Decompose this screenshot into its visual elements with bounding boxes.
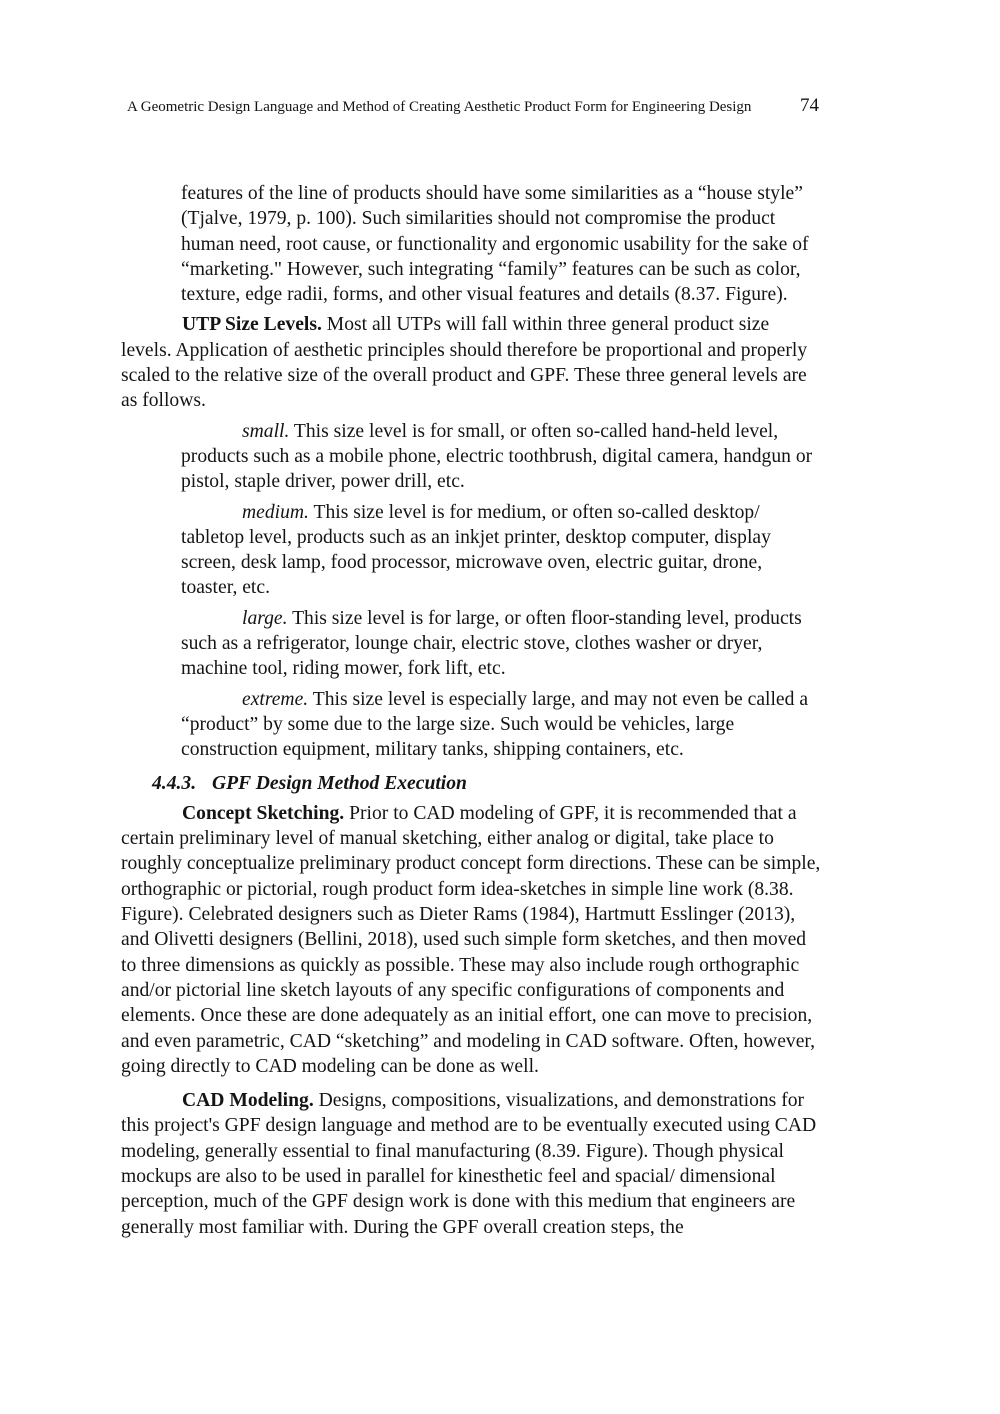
page-number: 74 bbox=[800, 95, 819, 116]
size-level-text: This size level is for medium, or often so-called desktop/ tabletop level, products such as an inkjet printer, desktop computer, display screen, desk lamp, food processor, microwave oven, electric guitar, drone, toaster, etc. bbox=[181, 501, 771, 599]
size-level-text: This size level is especially large, and may not even be called a “product” by some due to the large size. Such would be vehicles, large construction equipment, military tanks, shipping containers, etc. bbox=[181, 688, 809, 761]
body-text bbox=[121, 181, 823, 1240]
paragraph-concept-sketching bbox=[121, 801, 823, 1079]
paragraph-cad-modeling bbox=[121, 1088, 823, 1240]
paragraph-utp-size-levels bbox=[121, 312, 823, 413]
paragraph-text: Designs, compositions, visualizations, and demonstrations for this project's GPF design language and method are to be eventually executed using CAD modeling, generally essential to final manufacturing (8.39. Figure). Though physical mockups are also to be used in parallel for kinesthetic feel and spacial/ dimensional perception, much of the GPF design work is done with this medium that engineers are generally most familiar with. During the GPF overall creation steps, the bbox=[121, 1090, 817, 1238]
size-level-item bbox=[181, 500, 823, 601]
paragraph-text: Prior to CAD modeling of GPF, it is recommended that a certain preliminary level of manual sketching, either analog or digital, take place to roughly conceptualize preliminary product concept form directions. These can be simple, orthographic or pictorial, rough product form idea-sketches in simple line work (8.38. Figure). Celebrated designers such as Dieter Rams (1984), Hartmutt Esslinger (2013), and Olivetti designers (Bellini, 2018), used such simple form sketches, and then moved to three dimensions as quickly as possible. These may also include rough orthographic and/or pictorial line sketch layouts of any specific configurations of components and elements. Once these are done adequately as an initial effort, one can move to precision, and even parametric, CAD “sketching” and modeling in CAD software. Often, however, going directly to CAD modeling can be done as well. bbox=[121, 802, 821, 1077]
size-level-item bbox=[181, 419, 823, 495]
section-heading bbox=[121, 771, 823, 796]
run-in-heading: CAD Modeling. bbox=[182, 1090, 314, 1112]
section-title: GPF Design Method Execution bbox=[212, 772, 467, 794]
running-header-title: A Geometric Design Language and Method of Creating Aesthetic Product Form for Engineering Design bbox=[127, 99, 752, 115]
continued-paragraph: features of the line of products should have some similarities as a “house style” (Tjalve, 1979, p. 100). Such similarities should not compromise the product human need, root cause, or functionality and ergonomic usability for the sake of “marketing." However, such integrating “family” features can be such as color, texture, edge radii, forms, and other visual features and details (8.37. Figure). bbox=[181, 183, 809, 306]
size-level-text: This size level is for large, or often floor-standing level, products such as a refrigerator, lounge chair, electric stove, clothes washer or dryer, machine tool, riding mower, fork lift, etc. bbox=[181, 607, 802, 680]
size-level-term: extreme. bbox=[242, 688, 309, 710]
size-level-item bbox=[181, 687, 823, 763]
paragraph-text: Most all UTPs will fall within three general product size levels. Application of aesthetic principles should therefore be proportional and properly scaled to the relative size of the overall product and GPF. These three general levels are as follows. bbox=[121, 314, 808, 412]
run-in-heading: UTP Size Levels. bbox=[182, 314, 322, 336]
size-level-term: large. bbox=[242, 607, 288, 629]
section-number: 4.4.3. bbox=[152, 772, 197, 794]
size-level-term: small. bbox=[242, 420, 290, 442]
size-level-term: medium. bbox=[242, 501, 309, 523]
size-level-item bbox=[181, 606, 823, 682]
run-in-heading: Concept Sketching. bbox=[182, 802, 345, 824]
size-level-list bbox=[121, 419, 823, 763]
size-level-text: This size level is for small, or often so-called hand-held level, products such as a mobile phone, electric toothbrush, digital camera, handgun or pistol, staple driver, power drill, etc. bbox=[181, 420, 813, 493]
